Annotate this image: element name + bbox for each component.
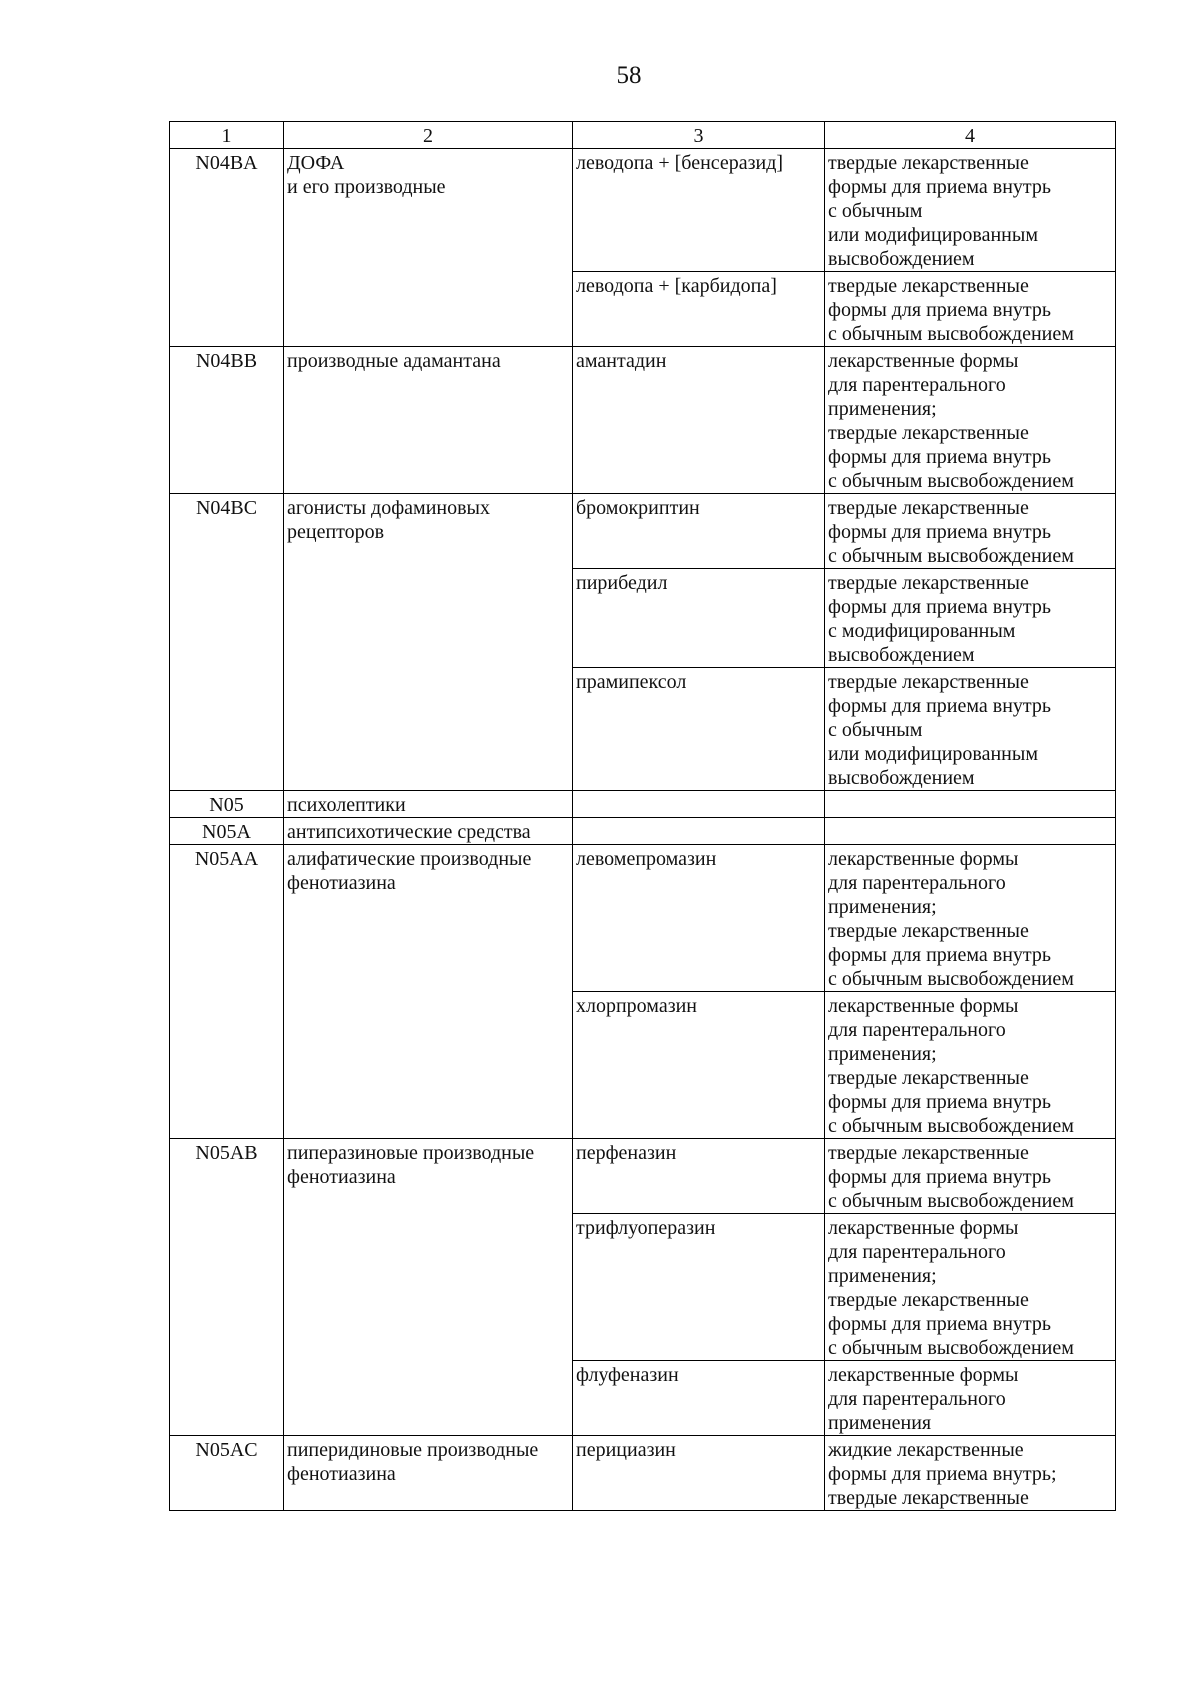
table-row: [170, 1139, 1116, 1214]
group-name-cell: психолептики: [284, 791, 573, 818]
drug-name-cell: перициазин: [573, 1436, 825, 1511]
drug-name-cell: леводопа + [карбидопа]: [573, 272, 825, 347]
table-row: [170, 347, 1116, 494]
dosage-form-cell: твердые лекарственные формы для приема внутрь с обычным или модифицированным высвобождением: [825, 668, 1116, 791]
drug-name-cell: леводопа + [бенсеразид]: [573, 149, 825, 272]
atc-code-cell: N05A: [170, 818, 284, 845]
drug-name-cell: бромокриптин: [573, 494, 825, 569]
drug-name-cell: флуфеназин: [573, 1361, 825, 1436]
dosage-form-cell: лекарственные формы для парентерального применения: [825, 1361, 1116, 1436]
column-header: 2: [284, 122, 573, 149]
drug-name-cell: трифлуоперазин: [573, 1214, 825, 1361]
dosage-form-cell: твердые лекарственные формы для приема внутрь с обычным высвобождением: [825, 272, 1116, 347]
column-header: 4: [825, 122, 1116, 149]
dosage-form-cell: твердые лекарственные формы для приема внутрь с модифицированным высвобождением: [825, 569, 1116, 668]
atc-code-cell: N05AB: [170, 1139, 284, 1436]
drug-name-cell: [573, 791, 825, 818]
dosage-form-cell: лекарственные формы для парентерального применения; твердые лекарственные формы для приема внутрь с обычным высвобождением: [825, 992, 1116, 1139]
table-row: [170, 149, 1116, 272]
dosage-form-cell: твердые лекарственные формы для приема внутрь с обычным или модифицированным высвобождением: [825, 149, 1116, 272]
atc-code-cell: N04BC: [170, 494, 284, 791]
column-header: 3: [573, 122, 825, 149]
page-number: 58: [616, 62, 642, 89]
drug-name-cell: хлорпромазин: [573, 992, 825, 1139]
group-name-cell: производные адамантана: [284, 347, 573, 494]
group-name-cell: алифатические производные фенотиазина: [284, 845, 573, 1139]
table-row: [170, 818, 1116, 845]
atc-code-cell: N05AA: [170, 845, 284, 1139]
drug-name-cell: левомепромазин: [573, 845, 825, 992]
group-name-cell: антипсихотические средства: [284, 818, 573, 845]
table-row: [170, 494, 1116, 569]
medicines-table: [169, 121, 1116, 1511]
dosage-form-cell: [825, 791, 1116, 818]
group-name-cell: ДОФА и его производные: [284, 149, 573, 347]
dosage-form-cell: лекарственные формы для парентерального применения; твердые лекарственные формы для приема внутрь с обычным высвобождением: [825, 347, 1116, 494]
table-row: [170, 845, 1116, 992]
group-name-cell: пиперазиновые производные фенотиазина: [284, 1139, 573, 1436]
dosage-form-cell: лекарственные формы для парентерального применения; твердые лекарственные формы для приема внутрь с обычным высвобождением: [825, 845, 1116, 992]
dosage-form-cell: [825, 818, 1116, 845]
atc-code-cell: N05AC: [170, 1436, 284, 1511]
drug-name-cell: перфеназин: [573, 1139, 825, 1214]
table-row: [170, 1436, 1116, 1511]
atc-code-cell: N05: [170, 791, 284, 818]
drug-name-cell: амантадин: [573, 347, 825, 494]
drug-name-cell: пирибедил: [573, 569, 825, 668]
group-name-cell: агонисты дофаминовых рецепторов: [284, 494, 573, 791]
dosage-form-cell: лекарственные формы для парентерального применения; твердые лекарственные формы для приема внутрь с обычным высвобождением: [825, 1214, 1116, 1361]
table-row: [170, 791, 1116, 818]
drug-name-cell: [573, 818, 825, 845]
table-body: [170, 122, 1116, 1511]
dosage-form-cell: жидкие лекарственные формы для приема внутрь; твердые лекарственные: [825, 1436, 1116, 1511]
column-header: 1: [170, 122, 284, 149]
drug-name-cell: прамипексол: [573, 668, 825, 791]
header-row: [170, 122, 1116, 149]
dosage-form-cell: твердые лекарственные формы для приема внутрь с обычным высвобождением: [825, 494, 1116, 569]
group-name-cell: пиперидиновые производные фенотиазина: [284, 1436, 573, 1511]
atc-code-cell: N04BA: [170, 149, 284, 347]
atc-code-cell: N04BB: [170, 347, 284, 494]
dosage-form-cell: твердые лекарственные формы для приема внутрь с обычным высвобождением: [825, 1139, 1116, 1214]
